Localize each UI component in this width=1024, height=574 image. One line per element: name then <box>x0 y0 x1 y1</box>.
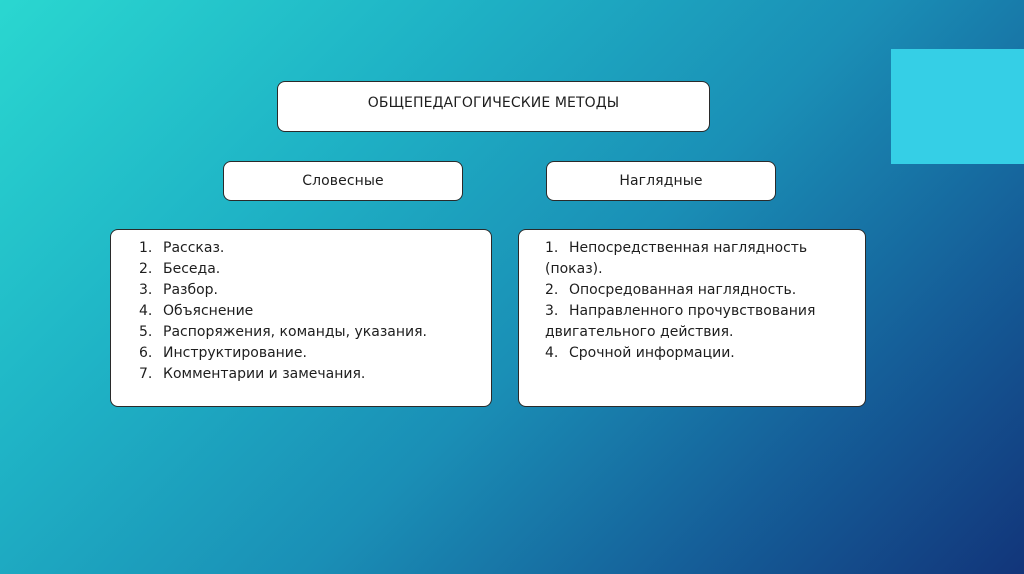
list-item-text: Срочной информации. <box>569 345 735 361</box>
list-item <box>123 280 483 301</box>
list-item <box>123 259 483 280</box>
list-item-number: 6. <box>139 345 153 361</box>
list-item-number: 7. <box>139 366 153 382</box>
list-item <box>123 322 483 343</box>
list-item-number: 3. <box>545 303 559 319</box>
root-method-label: ОБЩЕПЕДАГОГИЧЕСКИЕ МЕТОДЫ <box>367 94 620 111</box>
verbal-methods-list-box <box>110 229 492 407</box>
list-item-number: 1. <box>139 240 153 256</box>
list-item-text: Комментарии и замечания. <box>163 366 366 382</box>
list-item-text: Инструктирование. <box>163 345 307 361</box>
verbal-methods-heading: Словесные <box>302 173 384 189</box>
visual-methods-heading: Наглядные <box>619 173 703 189</box>
list-item-text: Направленного прочувствования <box>569 303 816 319</box>
list-item <box>123 343 483 364</box>
list-item-text: Распоряжения, команды, указания. <box>163 324 427 340</box>
list-item-number: 4. <box>545 345 559 361</box>
list-item-number: 4. <box>139 303 153 319</box>
list-item-text: Объяснение <box>163 303 254 319</box>
list-item-number: 2. <box>139 261 153 277</box>
list-item <box>531 301 857 322</box>
list-item <box>123 364 483 385</box>
list-item-number: 3. <box>139 282 153 298</box>
list-item <box>531 280 857 301</box>
list-item <box>123 301 483 322</box>
list-item-continuation <box>531 322 857 343</box>
decorative-accent-square <box>891 49 1024 164</box>
visual-methods-list <box>531 238 857 364</box>
list-item-text: Непосредственная наглядность <box>569 240 808 256</box>
root-method-box <box>277 81 710 132</box>
list-item-number: 2. <box>545 282 559 298</box>
list-item <box>531 343 857 364</box>
verbal-methods-list <box>123 238 483 385</box>
list-item-text: Рассказ. <box>163 240 225 256</box>
visual-methods-heading-box <box>546 161 776 201</box>
list-item-text: Беседа. <box>163 261 221 277</box>
list-item-continuation <box>531 259 857 280</box>
list-item-number: 1. <box>545 240 559 256</box>
list-item-number: 5. <box>139 324 153 340</box>
visual-methods-list-box <box>518 229 866 407</box>
list-item-continuation-text: (показ). <box>545 261 603 277</box>
list-item <box>531 238 857 259</box>
list-item-text: Разбор. <box>163 282 219 298</box>
list-item-continuation-text: двигательного действия. <box>545 324 734 340</box>
list-item <box>123 238 483 259</box>
verbal-methods-heading-box <box>223 161 463 201</box>
list-item-text: Опосредованная наглядность. <box>569 282 797 298</box>
